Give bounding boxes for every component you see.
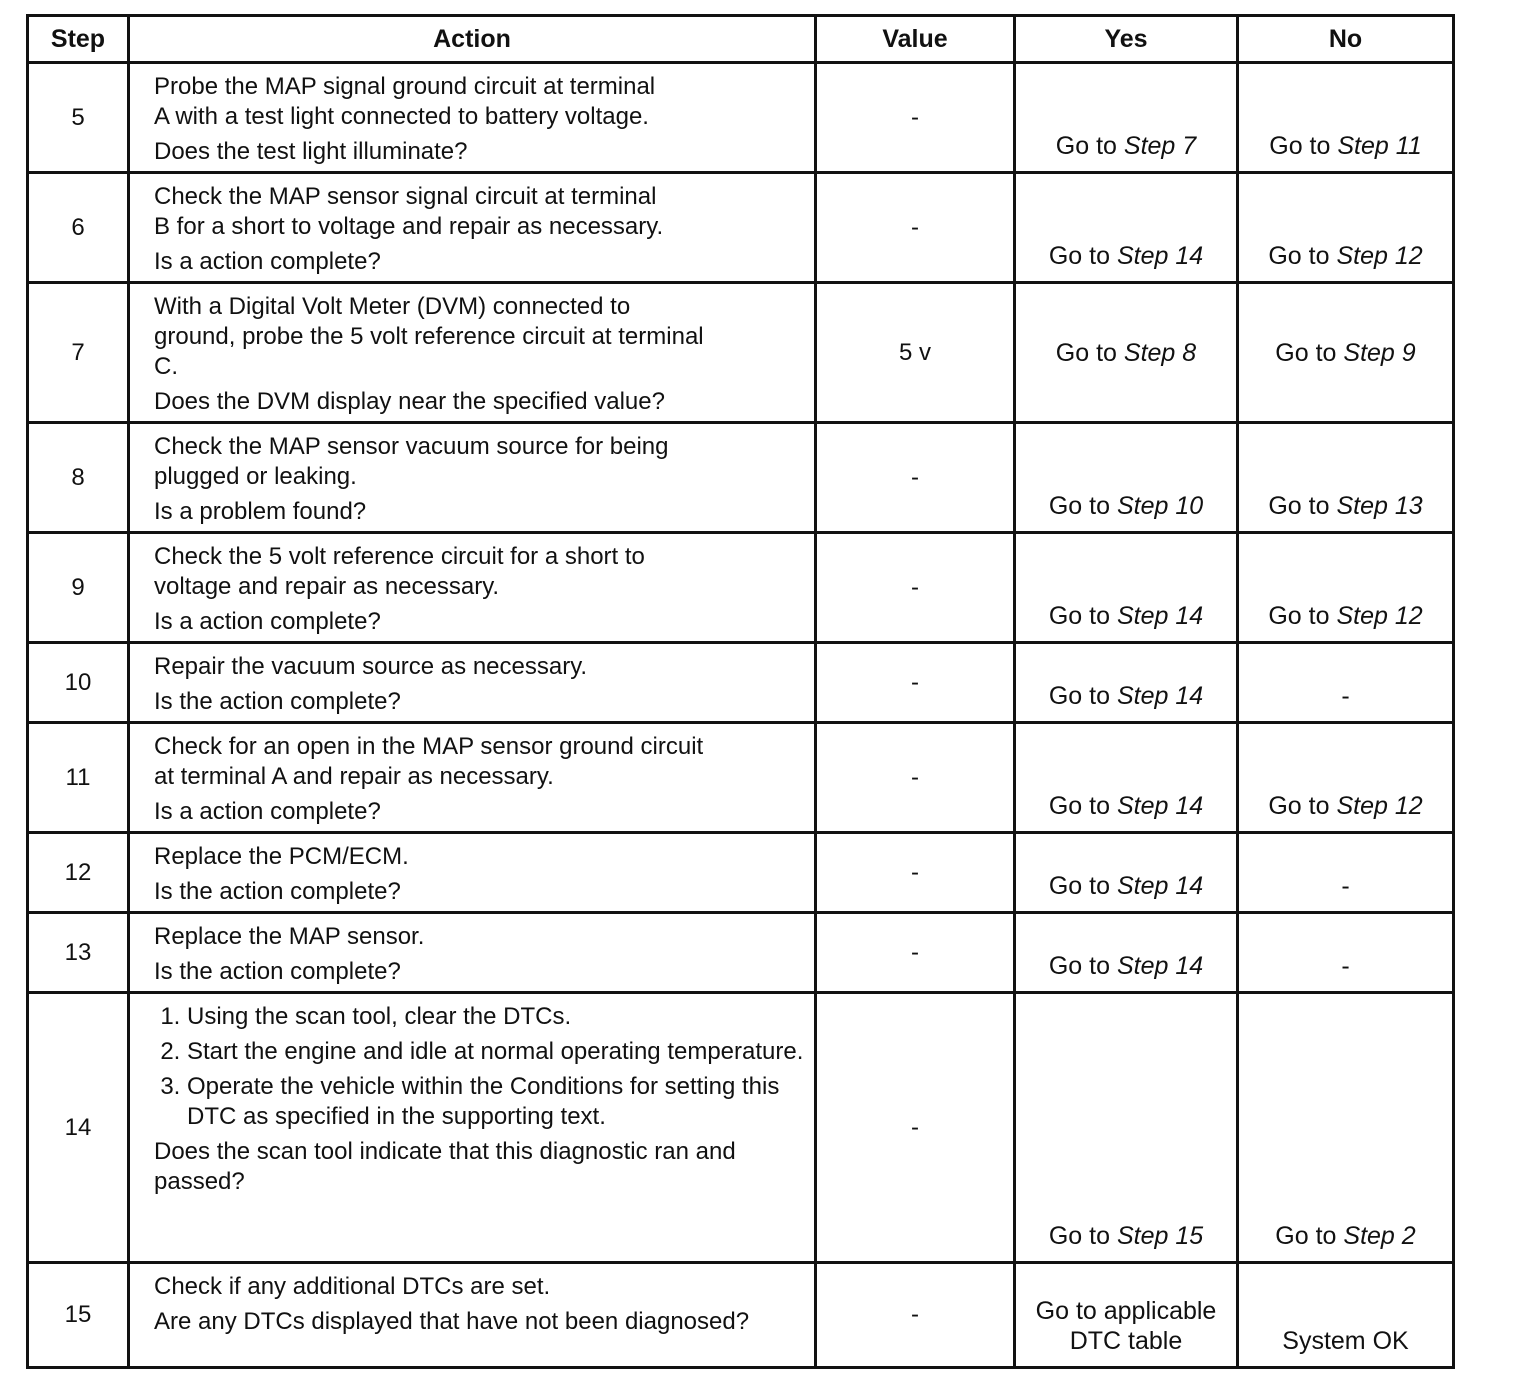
step-word-label: Step	[1116, 682, 1169, 710]
go-to-label: Go to	[1048, 1222, 1110, 1250]
value-cell: -	[816, 423, 1015, 533]
go-to-label: Go to	[1048, 492, 1110, 520]
action-cell	[129, 723, 816, 833]
target-step-number: 14	[1175, 792, 1204, 820]
action-question: Is the action complete?	[154, 878, 401, 905]
action-question: Are any DTCs displayed that have not been diagnosed?	[154, 1308, 750, 1335]
step-word-label: Step	[1336, 242, 1388, 270]
no-cell	[1238, 643, 1454, 723]
action-text	[154, 732, 804, 792]
action-text	[154, 72, 804, 132]
go-to-label: Go to	[1275, 1222, 1337, 1250]
target-step-number: 11	[1395, 132, 1422, 160]
action-question: Is a action complete?	[154, 798, 381, 825]
yes-cell	[1015, 173, 1238, 283]
target-step-number: 14	[1175, 682, 1204, 710]
target-step-number: 14	[1175, 602, 1204, 630]
target-step-number: 2	[1401, 1222, 1416, 1250]
go-to-label: Go to	[1048, 952, 1110, 980]
action-cell	[129, 283, 816, 423]
target-step-number: 7	[1182, 132, 1197, 160]
action-step-item: 2. Start the engine and idle at normal operating temperature.	[187, 1037, 804, 1067]
value-cell: -	[816, 1263, 1015, 1368]
step-word-label: Step	[1116, 242, 1169, 270]
header-yes: Yes	[1015, 16, 1238, 63]
action-line: Replace the PCM/ECM.	[154, 843, 409, 870]
action-cell	[129, 63, 816, 173]
table-row	[28, 173, 1454, 283]
step-word-label: Step	[1116, 792, 1169, 820]
no-cell	[1238, 423, 1454, 533]
header-row	[28, 16, 1454, 63]
action-line: Repair the vacuum source as necessary.	[154, 653, 588, 680]
value-cell: -	[816, 833, 1015, 913]
no-cell	[1238, 1263, 1454, 1368]
header-no: No	[1238, 16, 1454, 63]
step-cell: 15	[28, 1263, 129, 1368]
step-word-label: Step	[1123, 132, 1176, 160]
action-text	[154, 842, 804, 872]
no-text: -	[1341, 952, 1350, 980]
target-step-number: 13	[1394, 492, 1423, 520]
no-cell	[1238, 913, 1454, 993]
table-row	[28, 723, 1454, 833]
yes-cell	[1015, 533, 1238, 643]
step-word-label: Step	[1336, 492, 1388, 520]
step-cell: 6	[28, 173, 129, 283]
table-row	[28, 423, 1454, 533]
step-cell: 8	[28, 423, 129, 533]
action-cell	[129, 423, 816, 533]
step-cell: 5	[28, 63, 129, 173]
table-row	[28, 533, 1454, 643]
action-question: Does the test light illuminate?	[154, 138, 468, 165]
action-text	[154, 542, 804, 602]
table-row	[28, 833, 1454, 913]
action-text	[154, 432, 804, 492]
value-cell: -	[816, 723, 1015, 833]
no-cell	[1238, 173, 1454, 283]
step-word-label: Step	[1116, 872, 1169, 900]
step-word-label: Step	[1337, 132, 1389, 160]
action-line: Replace the MAP sensor.	[154, 923, 425, 950]
step-cell: 7	[28, 283, 129, 423]
go-to-label: Go to	[1275, 338, 1337, 367]
value-cell: 5 v	[816, 283, 1015, 423]
yes-cell	[1015, 833, 1238, 913]
step-word-label: Step	[1116, 1222, 1169, 1250]
yes-cell	[1015, 283, 1238, 423]
action-line: Check if any additional DTCs are set.	[154, 1273, 551, 1300]
action-step-item: 3. Operate the vehicle within the Conditions for setting this DTC as specified in the supporting text.	[187, 1072, 804, 1132]
action-question: Is a action complete?	[154, 248, 381, 275]
go-to-label: Go to	[1048, 602, 1110, 630]
action-line: B for a short to voltage and repair as necessary.	[154, 213, 664, 240]
go-to-label: Go to	[1269, 132, 1331, 160]
value-cell: -	[816, 993, 1015, 1263]
action-line: With a Digital Volt Meter (DVM) connected to	[154, 293, 631, 320]
action-question: Is the action complete?	[154, 688, 401, 715]
target-step-number: 14	[1175, 952, 1204, 980]
action-question: Is a action complete?	[154, 608, 381, 635]
go-to-label: Go to	[1268, 602, 1330, 630]
target-step-number: 9	[1401, 338, 1416, 367]
header-action: Action	[129, 16, 816, 63]
step-word-label: Step	[1336, 602, 1388, 630]
yes-text: Go to applicable DTC table	[1035, 1297, 1217, 1355]
action-question: Does the scan tool indicate that this diagnostic ran and passed?	[154, 1138, 736, 1195]
no-cell	[1238, 283, 1454, 423]
value-cell: -	[816, 173, 1015, 283]
step-word-label: Step	[1116, 492, 1169, 520]
go-to-label: Go to	[1055, 132, 1117, 160]
step-word-label: Step	[1116, 952, 1169, 980]
target-step-number: 12	[1394, 242, 1423, 270]
action-text	[154, 182, 804, 242]
yes-cell	[1015, 993, 1238, 1263]
step-word-label: Step	[1343, 338, 1395, 367]
no-text: -	[1341, 872, 1350, 900]
step-word-label: Step	[1343, 1222, 1395, 1250]
value-cell: -	[816, 913, 1015, 993]
step-word-label: Step	[1123, 338, 1176, 367]
action-line: A with a test light connected to battery voltage.	[154, 103, 649, 130]
action-cell	[129, 643, 816, 723]
action-question: Is a problem found?	[154, 498, 367, 525]
action-text	[154, 1272, 804, 1302]
action-step-item: 1. Using the scan tool, clear the DTCs.	[187, 1002, 804, 1032]
action-line: ground, probe the 5 volt reference circuit at terminal	[154, 323, 704, 350]
action-line: Check the MAP sensor signal circuit at terminal	[154, 183, 657, 210]
action-line: at terminal A and repair as necessary.	[154, 763, 554, 790]
action-cell	[129, 833, 816, 913]
yes-cell	[1015, 643, 1238, 723]
action-line: voltage and repair as necessary.	[154, 573, 500, 600]
step-cell: 12	[28, 833, 129, 913]
action-cell	[129, 993, 816, 1263]
header-value: Value	[816, 16, 1015, 63]
action-question: Does the DVM display near the specified value?	[154, 388, 665, 415]
value-cell: -	[816, 533, 1015, 643]
action-text	[154, 652, 804, 682]
action-line: Check the MAP sensor vacuum source for being	[154, 433, 669, 460]
table-row	[28, 1263, 1454, 1368]
no-text: System OK	[1282, 1327, 1409, 1355]
action-cell	[129, 1263, 816, 1368]
go-to-label: Go to	[1048, 682, 1110, 710]
step-cell: 10	[28, 643, 129, 723]
value-cell: -	[816, 63, 1015, 173]
target-step-number: 14	[1175, 872, 1204, 900]
step-word-label: Step	[1116, 602, 1169, 630]
no-cell	[1238, 723, 1454, 833]
go-to-label: Go to	[1268, 492, 1330, 520]
action-steps-list	[154, 1002, 804, 1132]
step-word-label: Step	[1336, 792, 1388, 820]
no-cell	[1238, 833, 1454, 913]
no-text: -	[1341, 682, 1350, 710]
go-to-label: Go to	[1055, 338, 1117, 367]
table-body	[28, 63, 1454, 1368]
action-line: C.	[154, 353, 178, 380]
action-line: Check the 5 volt reference circuit for a short to	[154, 543, 645, 570]
step-cell: 14	[28, 993, 129, 1263]
target-step-number: 12	[1394, 792, 1423, 820]
action-cell	[129, 533, 816, 643]
value-cell: -	[816, 643, 1015, 723]
yes-cell	[1015, 423, 1238, 533]
yes-cell	[1015, 723, 1238, 833]
action-line: plugged or leaking.	[154, 463, 357, 490]
action-text	[154, 922, 804, 952]
step-cell: 9	[28, 533, 129, 643]
action-question: Is the action complete?	[154, 958, 401, 985]
target-step-number: 10	[1175, 492, 1204, 520]
go-to-label: Go to	[1048, 242, 1110, 270]
table-row	[28, 283, 1454, 423]
target-step-number: 12	[1394, 602, 1423, 630]
no-cell	[1238, 533, 1454, 643]
step-cell: 13	[28, 913, 129, 993]
table-row	[28, 63, 1454, 173]
table-row	[28, 913, 1454, 993]
action-line: Check for an open in the MAP sensor ground circuit	[154, 733, 704, 760]
action-text	[154, 292, 804, 382]
yes-cell	[1015, 1263, 1238, 1368]
header-step: Step	[28, 16, 129, 63]
go-to-label: Go to	[1048, 792, 1110, 820]
action-cell	[129, 173, 816, 283]
diagnostic-table	[26, 14, 1455, 1369]
yes-cell	[1015, 63, 1238, 173]
go-to-label: Go to	[1268, 792, 1330, 820]
go-to-label: Go to	[1048, 872, 1110, 900]
no-cell	[1238, 993, 1454, 1263]
no-cell	[1238, 63, 1454, 173]
action-line: Probe the MAP signal ground circuit at terminal	[154, 73, 656, 100]
yes-cell	[1015, 913, 1238, 993]
step-cell: 11	[28, 723, 129, 833]
table-row	[28, 643, 1454, 723]
target-step-number: 8	[1182, 338, 1197, 367]
target-step-number: 15	[1175, 1222, 1204, 1250]
action-cell	[129, 913, 816, 993]
target-step-number: 14	[1175, 242, 1204, 270]
table-row	[28, 993, 1454, 1263]
go-to-label: Go to	[1268, 242, 1330, 270]
